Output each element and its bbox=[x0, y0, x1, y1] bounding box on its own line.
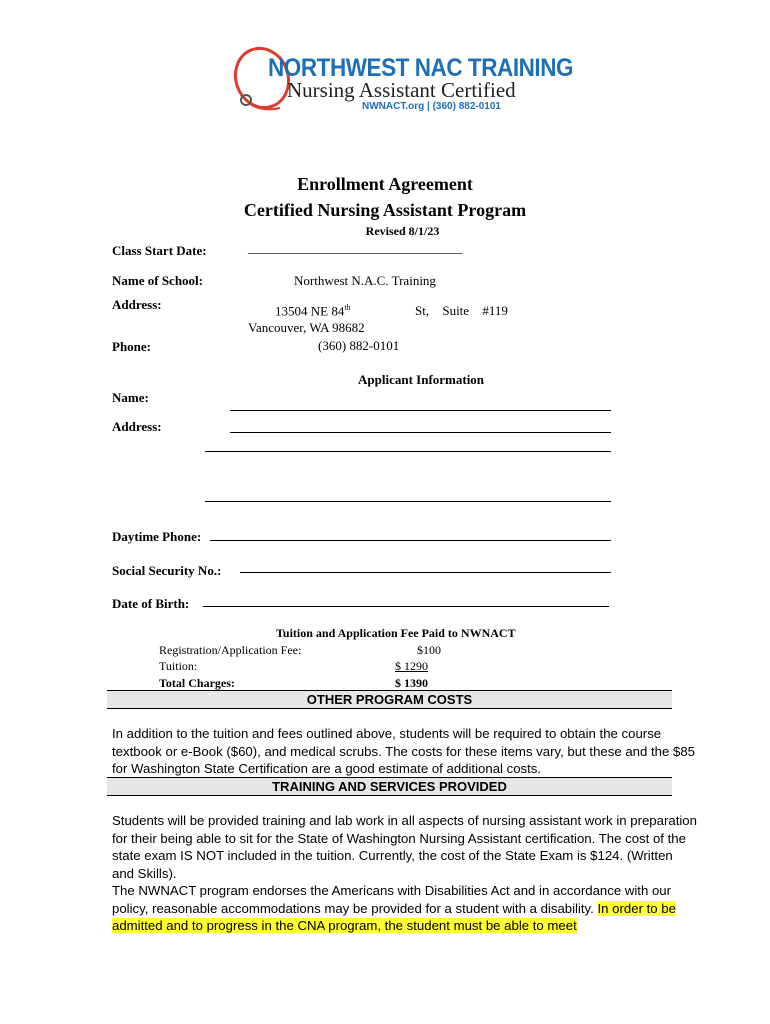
logo-title: NORTHWEST NAC TRAINING bbox=[268, 54, 574, 82]
school-address-line1: 13504 NE 84th bbox=[275, 303, 351, 319]
school-address-line1b: St, Suite #119 bbox=[415, 303, 508, 318]
daytime-phone-field[interactable] bbox=[210, 540, 611, 541]
fee-value-registration: $100 bbox=[417, 643, 441, 657]
fee-value-total: $ 1390 bbox=[395, 676, 428, 690]
ssn-label: Social Security No.: bbox=[112, 563, 222, 578]
applicant-address-label: Address: bbox=[112, 419, 162, 434]
applicant-name-field[interactable] bbox=[230, 410, 611, 411]
document-subtitle: Certified Nursing Assistant Program bbox=[243, 200, 527, 220]
dob-field[interactable] bbox=[203, 606, 609, 607]
ada-text bbox=[112, 882, 697, 935]
school-name-value: Northwest N.A.C. Training bbox=[294, 273, 436, 288]
applicant-address-field-3[interactable] bbox=[205, 501, 611, 502]
applicant-address-field-2[interactable] bbox=[205, 451, 611, 452]
dob-label: Date of Birth: bbox=[112, 596, 190, 611]
fee-value-tuition: $ 1290 bbox=[395, 659, 428, 673]
applicant-address-field-1[interactable] bbox=[230, 432, 611, 433]
school-phone-value: (360) 882-0101 bbox=[318, 338, 400, 353]
fee-label-registration: Registration/Application Fee: bbox=[159, 643, 302, 657]
class-start-value[interactable]: _________________________________ bbox=[248, 240, 463, 255]
ssn-field[interactable] bbox=[240, 572, 611, 573]
fees-heading: Tuition and Application Fee Paid to NWNACT bbox=[276, 626, 516, 640]
fee-label-tuition: Tuition: bbox=[159, 659, 198, 673]
school-address-line2: Vancouver, WA 98682 bbox=[248, 320, 365, 335]
training-heading: TRAINING AND SERVICES PROVIDED bbox=[107, 777, 672, 796]
ada-text-highlight: In order to be admitted and to progress in the CNA program, the student must be able to meet bbox=[112, 900, 676, 933]
school-name-label: Name of School: bbox=[112, 273, 203, 288]
class-start-label: Class Start Date: bbox=[112, 243, 207, 258]
applicant-name-label: Name: bbox=[112, 390, 149, 405]
other-costs-text: In addition to the tuition and fees outlined above, students will be required to obtain the course textbook or e-Book ($60), and medical scrubs. The costs for these items vary, but these and the $85 for Washington State Certification are a good estimate of additional costs. bbox=[112, 726, 695, 776]
daytime-phone-label: Daytime Phone: bbox=[112, 529, 202, 544]
revised-date: Revised 8/1/23 bbox=[365, 224, 440, 238]
other-costs-heading: OTHER PROGRAM COSTS bbox=[107, 690, 672, 709]
training-text: Students will be provided training and lab work in all aspects of nursing assistant work in preparation for their being able to sit for the State of Washington Nursing Assistant certification. The cost of the state exam IS NOT included in the tuition. Currently, the cost of the State Exam is $124. (Written and Skills). bbox=[112, 813, 697, 881]
ada-text-plain: The NWNACT program endorses the Americans with Disabilities Act and in accordance with our policy, reasonable accommodations may be provided for a student with a disability. bbox=[112, 883, 671, 916]
fee-label-total: Total Charges: bbox=[159, 676, 235, 690]
school-address-label: Address: bbox=[112, 297, 162, 312]
logo-contact: NWNACT.org | (360) 882-0101 bbox=[362, 101, 501, 112]
logo bbox=[232, 42, 574, 122]
school-phone-label: Phone: bbox=[112, 339, 151, 354]
logo-subtitle: Nursing Assistant Certified bbox=[287, 78, 516, 102]
document-title: Enrollment Agreement bbox=[297, 174, 473, 194]
applicant-heading: Applicant Information bbox=[358, 372, 485, 387]
